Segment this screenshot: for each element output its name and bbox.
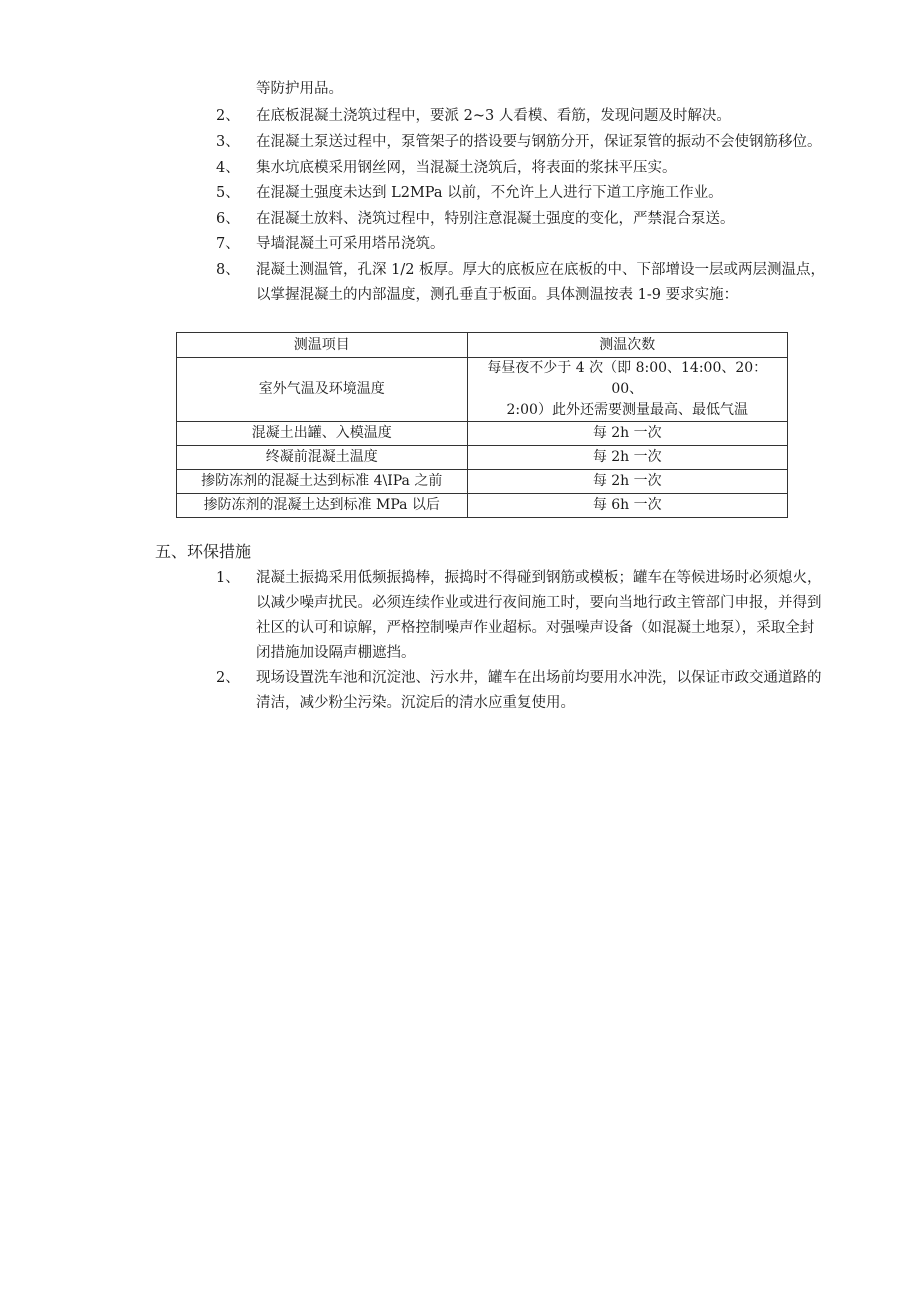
- table-row: [177, 422, 788, 446]
- list1-item-3-line-1: 在混凝土泵送过程中，泵管架子的搭设要与钢筋分开，保证泵管的振动不会使钢筋移位。: [256, 134, 822, 150]
- table-row: [177, 446, 788, 470]
- table-cell-frequency: 每 2h 一次: [467, 470, 788, 494]
- list1-item-7-number: 7、: [216, 236, 240, 252]
- list2-item-1-line-3: 社区的认可和谅解，严格控制噪声作业超标。对强噪声设备（如混凝土地泵），采取全封: [256, 620, 815, 636]
- list2-item-1-line-1: 混凝土振捣采用低频振捣棒，振捣时不得碰到钢筋或模板；罐车在等候进场时必须熄火，: [256, 570, 822, 586]
- table-cell-item: 终凝前混凝土温度: [177, 446, 468, 470]
- table-row: [177, 494, 788, 518]
- table-header-row: [177, 333, 788, 358]
- table-header-frequency: 测温次数: [467, 333, 788, 358]
- list1-item-3-number: 3、: [216, 134, 240, 150]
- table-cell-item: 掺防冻剂的混凝土达到标准 4\IPa 之前: [177, 470, 468, 494]
- table-header-item: 测温项目: [177, 333, 468, 358]
- list2-item-1-line-4: 闭措施加设隔声棚遮挡。: [256, 645, 416, 661]
- table-cell-frequency-line-2: 2:00）此外还需要测量最高、最低气温: [506, 402, 748, 418]
- list1-item-8-line-1: 混凝土测温管，孔深 1/2 板厚。厚大的底板应在底板的中、下部增设一层或两层测温点，: [256, 262, 826, 278]
- table-row: [177, 358, 788, 422]
- table-cell-frequency: 每 6h 一次: [467, 494, 788, 518]
- table-cell-item: 混凝土出罐、入模温度: [177, 422, 468, 446]
- section-heading: 五、环保措施: [155, 542, 252, 561]
- table-cell-frequency: [467, 358, 788, 422]
- temperature-table: [176, 332, 788, 518]
- list2-item-2-line-2: 清洁，减少粉尘污染。沉淀后的清水应重复使用。: [256, 695, 575, 711]
- list1-item-4-number: 4、: [216, 160, 240, 176]
- list2-item-1-line-2: 以减少噪声扰民。必须连续作业或进行夜间施工时，要向当地行政主管部门申报，并得到: [256, 595, 822, 611]
- list1-item-2-line-1: 在底板混凝土浇筑过程中，要派 2~3 人看模、看筋，发现问题及时解决。: [256, 108, 731, 124]
- list1-item-8-line-2: 以掌握混凝土的内部温度，测孔垂直于板面。具体测温按表 1-9 要求实施：: [256, 287, 739, 303]
- list1-item-8-number: 8、: [216, 262, 240, 278]
- table-cell-item: 室外气温及环境温度: [177, 358, 468, 422]
- list1-item-5-number: 5、: [216, 185, 240, 201]
- list1-item-4-line-1: 集水坑底模采用钢丝网，当混凝土浇筑后，将表面的浆抹平压实。: [256, 160, 677, 176]
- list1-item-6-line-1: 在混凝土放料、浇筑过程中，特别注意混凝土强度的变化，严禁混合泵送。: [256, 211, 735, 227]
- table-cell-frequency: 每 2h 一次: [467, 446, 788, 470]
- list2-item-1-number: 1、: [216, 570, 240, 586]
- list1-item-1-line-1: 等防护用品。: [256, 81, 343, 97]
- list1-item-6-number: 6、: [216, 211, 240, 227]
- table-row: [177, 470, 788, 494]
- list2-item-2-number: 2、: [216, 670, 240, 686]
- table-cell-item: 掺防冻剂的混凝土达到标准 MPa 以后: [177, 494, 468, 518]
- list1-item-2-number: 2、: [216, 108, 240, 124]
- table-cell-frequency-line-1: 每昼夜不少于 4 次（即 8:00、14:00、20：00、: [487, 360, 768, 397]
- list1-item-7-line-1: 导墙混凝土可采用塔吊浇筑。: [256, 236, 445, 252]
- table-cell-frequency: 每 2h 一次: [467, 422, 788, 446]
- list1-item-5-line-1: 在混凝土强度未达到 L2MPa 以前，不允许上人进行下道工序施工作业。: [256, 185, 723, 201]
- list2-item-2-line-1: 现场设置洗车池和沉淀池、污水井，罐车在出场前均要用水冲洗，以保证市政交通道路的: [256, 670, 822, 686]
